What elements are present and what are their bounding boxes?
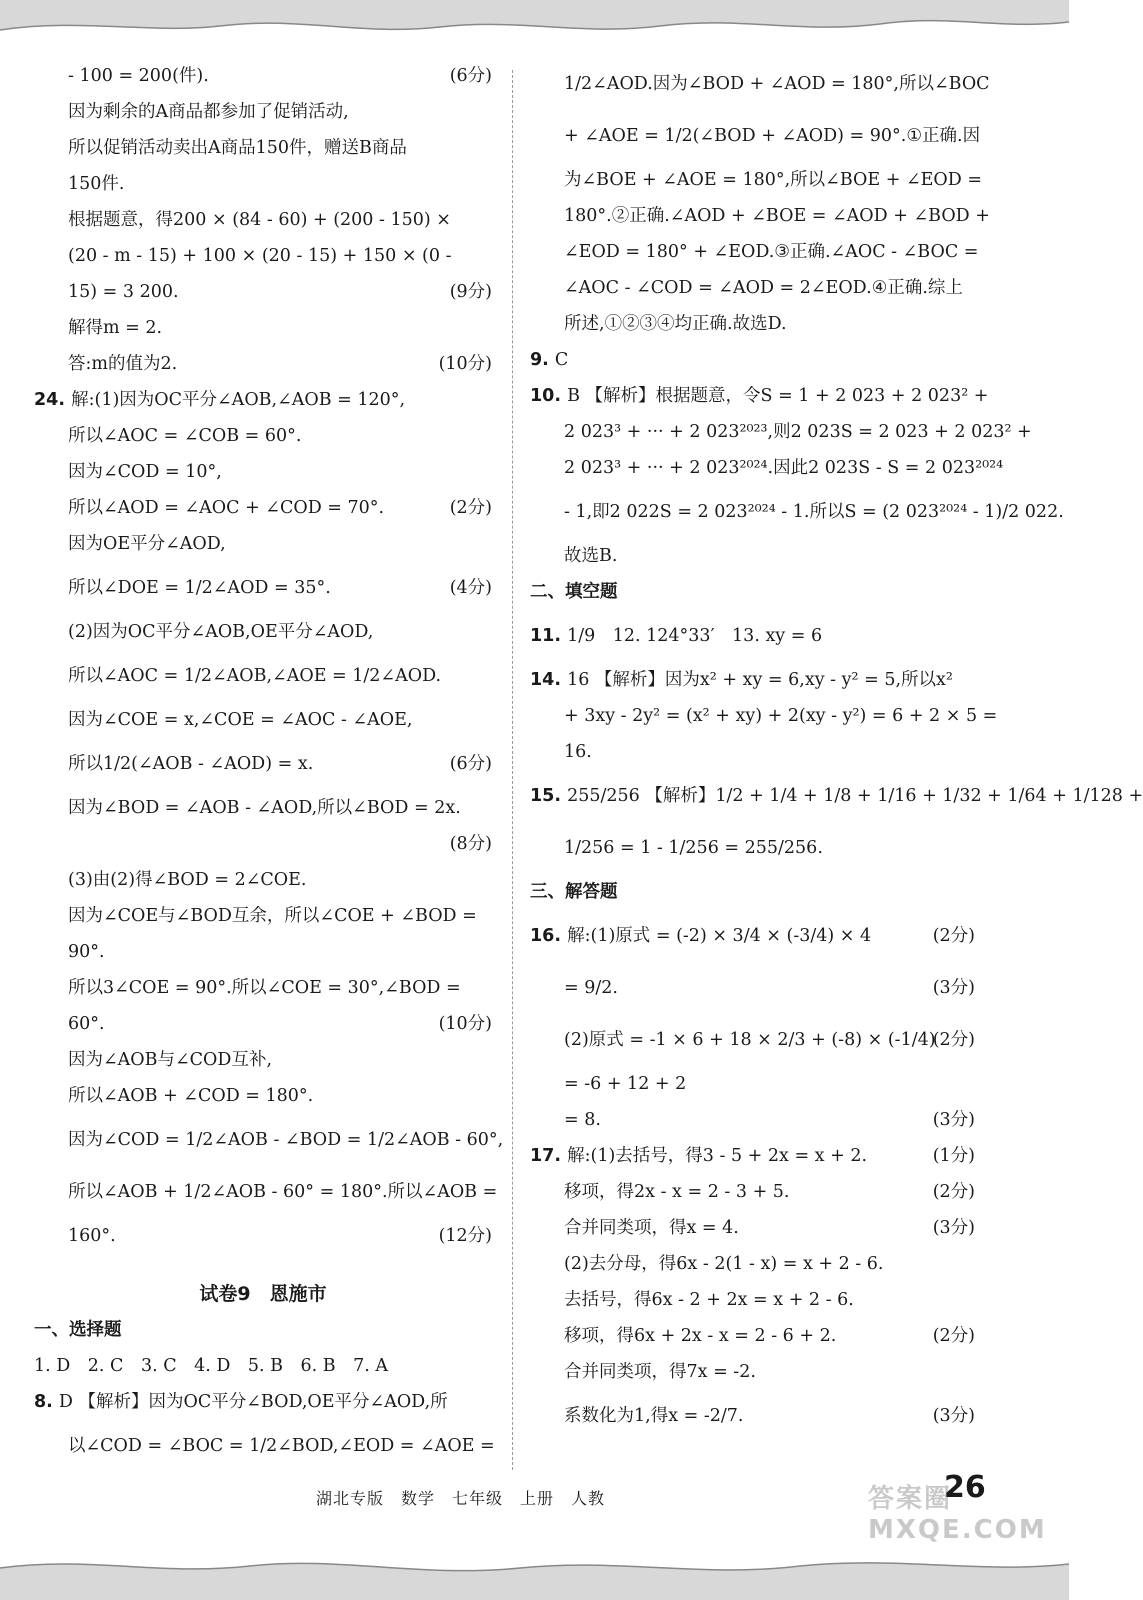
answer-text: 因为OE平分∠AOD, bbox=[68, 534, 226, 554]
answer-line bbox=[530, 698, 998, 734]
answer-text: 2 023³ + ··· + 2 023²⁰²⁴.因此2 023S - S = 2 023²⁰²⁴ bbox=[564, 458, 1004, 478]
answer-text: 三、解答题 bbox=[530, 882, 618, 902]
answer-text: 所以∠AOB + 1/2∠AOB - 60° = 180°.所以∠AOB = bbox=[68, 1182, 498, 1202]
answer-line bbox=[530, 962, 975, 1014]
score-mark: (12分) bbox=[438, 1226, 492, 1246]
footer-book-info: 湖北专版 数学 七年级 上册 人教 bbox=[316, 1489, 606, 1508]
answer-line bbox=[34, 202, 492, 238]
answer-text: 根据题意，得200 × (84 - 60) + (200 - 150) × bbox=[68, 210, 451, 230]
answer-text: 180°.②正确.∠AOD + ∠BOE = ∠AOD + ∠BOD + bbox=[564, 206, 990, 226]
answer-text: 合并同类项，得7x = -2. bbox=[564, 1362, 756, 1382]
answer-line bbox=[530, 662, 975, 698]
answer-line bbox=[34, 1166, 498, 1218]
answer-line bbox=[530, 822, 975, 874]
answer-line bbox=[530, 1138, 975, 1174]
answer-line bbox=[530, 770, 1143, 822]
score-mark: (3分) bbox=[932, 1110, 975, 1130]
answer-line bbox=[530, 910, 975, 962]
answer-line bbox=[34, 490, 492, 526]
answer-line bbox=[34, 1218, 492, 1254]
answer-text: 1/2∠AOD.因为∠BOD + ∠AOD = 180°,所以∠BOC bbox=[564, 74, 990, 94]
answer-text: 所以∠AOC = ∠COB = 60°. bbox=[68, 426, 302, 446]
score-mark: (3分) bbox=[932, 1406, 975, 1426]
answer-line bbox=[34, 790, 492, 826]
answer-line bbox=[530, 734, 975, 770]
answer-text: B 【解析】根据题意，令S = 1 + 2 023 + 2 023² + bbox=[567, 386, 989, 406]
answer-text: 所以3∠COE = 90°.所以∠COE = 30°,∠BOD = bbox=[68, 978, 461, 998]
answer-line bbox=[34, 898, 492, 934]
answer-text: 移项，得2x - x = 2 - 3 + 5. bbox=[564, 1182, 790, 1202]
answer-line bbox=[530, 110, 981, 162]
answer-text: 去括号，得6x - 2 + 2x = x + 2 - 6. bbox=[564, 1290, 854, 1310]
answer-text: ∠AOC - ∠COD = ∠AOD = 2∠EOD.④正确.综上 bbox=[564, 278, 963, 298]
answer-text: = 9/2. bbox=[564, 978, 618, 998]
answer-text: 1. D 2. C 3. C 4. D 5. B 6. B 7. A bbox=[34, 1356, 389, 1376]
answer-line bbox=[530, 270, 975, 306]
answer-text: 所以∠AOD = ∠AOC + ∠COD = 70°. bbox=[68, 498, 385, 518]
answer-line bbox=[530, 342, 975, 378]
answer-text: 移项，得6x + 2x - x = 2 - 6 + 2. bbox=[564, 1326, 837, 1346]
answer-text: 系数化为1,得x = -2/7. bbox=[564, 1406, 744, 1426]
answer-line bbox=[34, 1114, 504, 1166]
torn-paper-top-edge bbox=[0, 0, 1069, 46]
answer-line bbox=[34, 274, 492, 310]
answer-line bbox=[530, 414, 1032, 450]
answer-line bbox=[34, 702, 492, 738]
score-mark: (10分) bbox=[438, 354, 492, 374]
answer-text: (20 - m - 15) + 100 × (20 - 15) + 150 × (0 - bbox=[68, 246, 452, 266]
answer-line bbox=[34, 1420, 495, 1472]
question-number: 17. bbox=[530, 1146, 568, 1166]
score-mark: (3分) bbox=[932, 978, 975, 998]
answer-line bbox=[34, 614, 492, 650]
answer-text: - 1,即2 022S = 2 023²⁰²⁴ - 1.所以S = (2 023²⁰²⁴ - 1)/2 022. bbox=[564, 502, 1064, 522]
question-number: 8. bbox=[34, 1392, 59, 1412]
answer-text: 解:(1)因为OC平分∠AOB,∠AOB = 120°, bbox=[71, 390, 406, 410]
answer-text: 为∠BOE + ∠AOE = 180°,所以∠BOE + ∠EOD = bbox=[564, 170, 982, 190]
answer-line bbox=[530, 234, 979, 270]
answer-text: 解:(1)原式 = (-2) × 3/4 × (-3/4) × 4 bbox=[567, 926, 872, 946]
answer-line bbox=[530, 1354, 975, 1390]
answer-text: (2)去分母，得6x - 2(1 - x) = x + 2 - 6. bbox=[564, 1254, 884, 1274]
answer-line bbox=[530, 1102, 975, 1138]
answer-text: 所以1/2(∠AOB - ∠AOD) = x. bbox=[68, 754, 314, 774]
score-mark: (2分) bbox=[932, 926, 975, 946]
answer-line bbox=[34, 58, 492, 94]
answer-text: ∠EOD = 180° + ∠EOD.③正确.∠AOC - ∠BOC = bbox=[564, 242, 979, 262]
answer-line bbox=[34, 1006, 492, 1042]
answer-text: 2 023³ + ··· + 2 023²⁰²³,则2 023S = 2 023 + 2 023² + bbox=[564, 422, 1032, 442]
answer-line bbox=[530, 1210, 975, 1246]
answer-text: 因为∠BOD = ∠AOB - ∠AOD,所以∠BOD = 2x. bbox=[68, 798, 461, 818]
answer-line bbox=[34, 166, 492, 202]
answer-line bbox=[34, 382, 492, 418]
answer-text: 所以∠AOB + ∠COD = 180°. bbox=[68, 1086, 314, 1106]
answer-line bbox=[34, 934, 492, 970]
answer-line bbox=[34, 310, 492, 346]
answer-line bbox=[530, 1014, 975, 1066]
score-mark: (3分) bbox=[932, 1218, 975, 1238]
answer-line bbox=[530, 1246, 975, 1282]
answer-text: 所以促销活动卖出A商品150件，赠送B商品 bbox=[68, 138, 407, 158]
answer-text: (3)由(2)得∠BOD = 2∠COE. bbox=[68, 870, 307, 890]
answer-text: 150件. bbox=[68, 174, 125, 194]
score-mark: (4分) bbox=[449, 578, 492, 598]
question-number: 16. bbox=[530, 926, 568, 946]
answer-line bbox=[530, 538, 975, 574]
answer-line bbox=[530, 58, 990, 110]
section-heading bbox=[34, 1312, 492, 1348]
section-heading bbox=[530, 574, 975, 610]
question-number: 9. bbox=[530, 350, 555, 370]
answer-text: 合并同类项，得x = 4. bbox=[564, 1218, 739, 1238]
answer-line bbox=[34, 562, 492, 614]
answer-text: - 100 = 200(件). bbox=[68, 66, 209, 86]
question-number: 14. bbox=[530, 670, 568, 690]
answer-text: (2)因为OC平分∠AOB,OE平分∠AOD, bbox=[68, 622, 374, 642]
torn-paper-bottom-edge bbox=[0, 1548, 1069, 1600]
answer-text: + 3xy - 2y² = (x² + xy) + 2(xy - y²) = 6 + 2 × 5 = bbox=[564, 706, 998, 726]
score-mark: (2分) bbox=[932, 1030, 975, 1050]
answer-line bbox=[530, 610, 975, 662]
answer-text: 所以∠DOE = 1/2∠AOD = 35°. bbox=[68, 578, 331, 598]
answer-line bbox=[530, 1390, 975, 1442]
question-number: 24. bbox=[34, 390, 72, 410]
question-number: 15. bbox=[530, 786, 568, 806]
score-mark: (10分) bbox=[438, 1014, 492, 1034]
answer-text: + ∠AOE = 1/2(∠BOD + ∠AOD) = 90°.①正确.因 bbox=[564, 126, 981, 146]
answer-line bbox=[34, 1348, 492, 1384]
question-number: 10. bbox=[530, 386, 568, 406]
score-mark: (2分) bbox=[449, 498, 492, 518]
answer-text: 90°. bbox=[68, 942, 105, 962]
answer-text: 16 【解析】因为x² + xy = 6,xy - y² = 5,所以x² bbox=[567, 670, 953, 690]
answer-text: 60°. bbox=[68, 1014, 105, 1034]
answer-line bbox=[34, 826, 492, 862]
score-mark: (9分) bbox=[449, 282, 492, 302]
score-mark: (1分) bbox=[932, 1146, 975, 1166]
answer-line bbox=[34, 650, 492, 702]
answer-line bbox=[530, 1066, 975, 1102]
answer-line bbox=[34, 94, 492, 130]
answer-line bbox=[34, 1042, 492, 1078]
answer-text: 二、填空题 bbox=[530, 582, 618, 602]
answer-text: 故选B. bbox=[564, 546, 618, 566]
answer-line bbox=[34, 1384, 492, 1420]
answer-line bbox=[34, 970, 492, 1006]
answer-line bbox=[34, 346, 492, 382]
answer-text: 答:m的值为2. bbox=[68, 354, 178, 374]
answer-line bbox=[530, 198, 990, 234]
answer-text: 所述,①②③④均正确.故选D. bbox=[564, 314, 787, 334]
answer-text: 因为∠COD = 10°, bbox=[68, 462, 222, 482]
score-mark: (8分) bbox=[449, 834, 492, 854]
answer-text: 因为∠AOB与∠COD互补, bbox=[68, 1050, 273, 1070]
answer-line bbox=[530, 1318, 975, 1354]
answer-text: 因为∠COE与∠BOD互余，所以∠COE + ∠BOD = bbox=[68, 906, 477, 926]
score-mark: (2分) bbox=[932, 1182, 975, 1202]
answer-text: 因为∠COD = 1/2∠AOB - ∠BOD = 1/2∠AOB - 60°, bbox=[68, 1130, 504, 1150]
answer-line bbox=[34, 1078, 492, 1114]
answer-line bbox=[530, 450, 1004, 486]
score-mark: (2分) bbox=[932, 1326, 975, 1346]
answer-line bbox=[530, 162, 982, 198]
answer-text: 解得m = 2. bbox=[68, 318, 163, 338]
left-column bbox=[34, 58, 504, 1472]
question-number: 11. bbox=[530, 626, 568, 646]
answer-text: = 8. bbox=[564, 1110, 601, 1130]
column-divider bbox=[512, 70, 513, 1470]
answer-text: 以∠COD = ∠BOC = 1/2∠BOD,∠EOD = ∠AOE = bbox=[68, 1436, 495, 1456]
answer-text: 一、选择题 bbox=[34, 1320, 122, 1340]
answer-text: 因为剩余的A商品都参加了促销活动, bbox=[68, 102, 349, 122]
right-column bbox=[530, 58, 1143, 1442]
answer-line bbox=[34, 862, 492, 898]
answer-text: 因为∠COE = x,∠COE = ∠AOC - ∠AOE, bbox=[68, 710, 413, 730]
answer-text: = -6 + 12 + 2 bbox=[564, 1074, 687, 1094]
answer-text: 160°. bbox=[68, 1226, 116, 1246]
answer-line bbox=[530, 1282, 975, 1318]
answer-text: D 【解析】因为OC平分∠BOD,OE平分∠AOD,所 bbox=[58, 1392, 448, 1412]
answer-text: 1/256 = 1 - 1/256 = 255/256. bbox=[564, 838, 823, 858]
answer-line bbox=[34, 526, 492, 562]
answer-line bbox=[530, 486, 1064, 538]
answer-text: 16. bbox=[564, 742, 592, 762]
answer-line bbox=[530, 378, 989, 414]
answer-text: 15) = 3 200. bbox=[68, 282, 179, 302]
answer-line bbox=[530, 306, 975, 342]
answer-line bbox=[34, 418, 492, 454]
answer-text: 所以∠AOC = 1/2∠AOB,∠AOE = 1/2∠AOD. bbox=[68, 666, 442, 686]
answer-line bbox=[34, 454, 492, 490]
page-number: 26 bbox=[944, 1470, 986, 1505]
answer-text: 解:(1)去括号，得3 - 5 + 2x = x + 2. bbox=[567, 1146, 868, 1166]
score-mark: (6分) bbox=[449, 66, 492, 86]
answer-text: C bbox=[554, 350, 569, 370]
section-heading bbox=[530, 874, 975, 910]
answer-line bbox=[530, 1174, 975, 1210]
exam-section-title: 试卷9 恩施市 bbox=[199, 1283, 327, 1305]
watermark: 答案圈 MXQE.COM bbox=[868, 1484, 1047, 1545]
answer-line bbox=[34, 130, 492, 166]
answer-text: (2)原式 = -1 × 6 + 18 × 2/3 + (-8) × (-1/4) bbox=[564, 1030, 936, 1050]
answer-text: 1/9 12. 124°33′ 13. xy = 6 bbox=[567, 626, 823, 646]
score-mark: (6分) bbox=[449, 754, 492, 774]
answer-text: 255/256 【解析】1/2 + 1/4 + 1/8 + 1/16 + 1/32 + 1/64 + 1/128 + bbox=[567, 786, 1143, 806]
answer-line bbox=[34, 738, 492, 790]
answer-line bbox=[34, 238, 492, 274]
